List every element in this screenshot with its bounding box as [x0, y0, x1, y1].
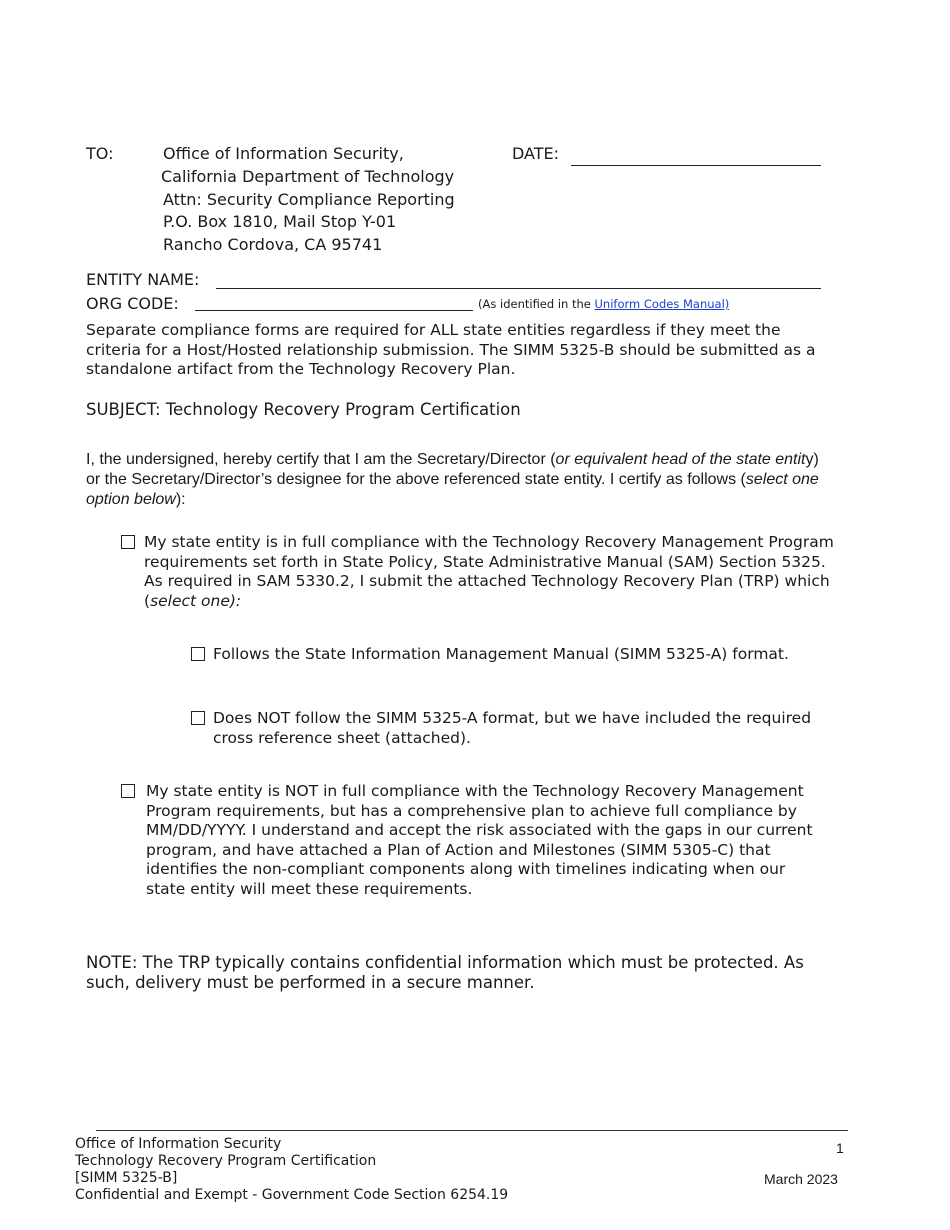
certify-italic-2: select one option below [86, 471, 819, 508]
org-code-note [478, 297, 729, 311]
intro-paragraph: Separate compliance forms are required for ALL state entities regardless if they meet the criteria for a Host/Hosted relationship submission. The SIMM 5325-B should be submitted as a standalone artifact from the Technology Recovery Plan. [86, 321, 816, 378]
to-address-line-1: Office of Information Security, [163, 144, 404, 163]
certify-text-1: I, the undersigned, hereby certify that I am the Secretary/Director ( [86, 451, 556, 468]
org-code-label: ORG CODE: [86, 294, 179, 313]
option-not-compliant-text: My state entity is NOT in full compliance with the Technology Recovery Management Program requirements, but has a comprehensive plan to achieve full compliance by MM/DD/YYYY. I understand and accept the risk associated with the gaps in our current program, and have attached a Plan of Action and Milestones (SIMM 5305-C) that identifies the non-compliant components along with timelines indicating when our state entity will meet these requirements. [146, 782, 813, 898]
page-number: 1 [836, 1140, 844, 1156]
option-cross-reference-text: Does NOT follow the SIMM 5325-A format, but we have included the required cross reference sheet (attached). [213, 709, 812, 747]
to-address-line-5: Rancho Cordova, CA 95741 [163, 235, 383, 254]
org-code-field[interactable] [195, 310, 473, 311]
footer-office: Office of Information Security [75, 1136, 282, 1152]
option-full-compliance-body: My state entity is in full compliance with the Technology Recovery Management Program requirements set forth in State Policy, State Administrative Manual (SAM) Section 5325. As required in SAM 5330.2, I submit the attached Technology Recovery Plan (TRP) which ( [144, 533, 834, 610]
footer-divider [96, 1130, 848, 1131]
option-full-compliance-checkbox[interactable] [121, 535, 135, 549]
option-cross-reference-checkbox[interactable] [191, 711, 205, 725]
subject-line: SUBJECT: Technology Recovery Program Certification [86, 400, 521, 419]
certify-italic-1: or equivalent head of the state entit [555, 451, 806, 468]
footer-form-title: Technology Recovery Program Certification [75, 1153, 377, 1169]
option-full-compliance-text [144, 533, 839, 611]
note-paragraph: NOTE: The TRP typically contains confidential information which must be protected. As such, delivery must be performed in a secure manner. [86, 953, 804, 992]
date-field[interactable] [571, 165, 821, 166]
org-code-note-prefix: (As identified in the [478, 297, 595, 311]
certify-paragraph [86, 450, 836, 510]
footer-confidential: Confidential and Exempt - Government Code Section 6254.19 [75, 1187, 509, 1203]
option-simm-format-text: Follows the State Information Management Manual (SIMM 5325-A) format. [213, 645, 789, 663]
to-label: TO: [86, 144, 114, 163]
footer-left [75, 1136, 508, 1204]
option-simm-format-checkbox[interactable] [191, 647, 205, 661]
entity-name-label: ENTITY NAME: [86, 270, 200, 289]
footer-form-id: [SIMM 5325-B] [75, 1170, 178, 1186]
certify-text-2: y) or the Secretary/Director’s designee for the above referenced state entity. I certify as follows ( [86, 451, 819, 488]
certify-text-3: ): [175, 491, 186, 508]
to-address-line-4: P.O. Box 1810, Mail Stop Y-01 [163, 212, 397, 231]
option-not-compliant-checkbox[interactable] [121, 784, 135, 798]
uniform-codes-manual-link[interactable]: Uniform Codes Manual) [594, 297, 730, 311]
footer-date: March 2023 [764, 1171, 838, 1187]
date-label: DATE: [512, 144, 560, 163]
to-address-line-3: Attn: Security Compliance Reporting [163, 190, 455, 209]
option-full-compliance-select: select one): [150, 591, 242, 610]
entity-name-field[interactable] [216, 288, 821, 289]
to-address-line-2: California Department of Technology [161, 167, 455, 186]
